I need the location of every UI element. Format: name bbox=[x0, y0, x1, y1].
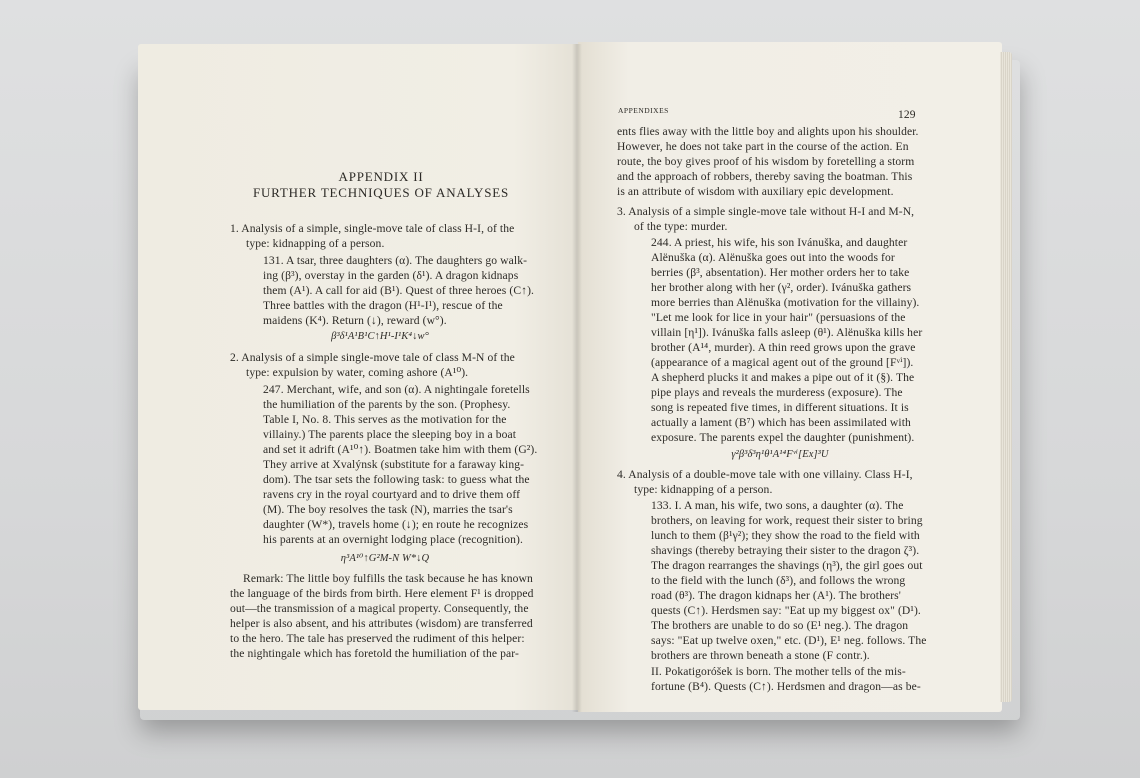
text-line: pipe plays and reveals the murderess (exposure). The bbox=[651, 386, 903, 399]
text-line: daughter (W*), travels home (↓); en route he recognizes bbox=[263, 518, 529, 531]
text-line: type: kidnapping of a person. bbox=[634, 483, 773, 496]
text-line: 247. Merchant, wife, and son (α). A nightingale foretells bbox=[263, 383, 530, 396]
text-line: 131. A tsar, three daughters (α). The daughters go walk- bbox=[263, 254, 528, 267]
text-line: However, he does not take part in the course of the action. En bbox=[617, 140, 909, 153]
text-line: villain [η¹]). Ivánuška falls asleep (θ¹). Alënuška kills her bbox=[651, 326, 923, 339]
text-line: ing (β³), overstay in the garden (δ¹). A dragon kidnaps bbox=[263, 269, 519, 282]
text-line: Table I, No. 8. This serves as the motivation for the bbox=[263, 413, 507, 426]
text-line: ravens cry in the royal courtyard and to drive them off bbox=[263, 488, 521, 501]
text-line: fortune (B⁴). Quests (C↑). Herdsmen and dragon—as be- bbox=[651, 680, 921, 693]
text-line: out—the transmission of a magical property. Consequently, the bbox=[230, 602, 529, 615]
text-line: to the hero. The tale has preserved the rudiment of this helper: bbox=[230, 632, 525, 645]
remark-line: Remark: The little boy fulfills the task because he has known bbox=[243, 572, 533, 585]
text-line: quests (C↑). Herdsmen say: "Eat up my biggest ox" (D¹). bbox=[651, 604, 921, 617]
text-line: ents flies away with the little boy and alights upon his shoulder. bbox=[617, 125, 919, 138]
text-line: Three battles with the dragon (H¹-I¹), rescue of the bbox=[263, 299, 503, 312]
page-edges bbox=[1000, 52, 1012, 702]
text-line: (appearance of a magical agent out of the ground [Fᵛⁱ]). bbox=[651, 356, 914, 369]
formula: η³A¹⁰↑G²M-N W*↓Q bbox=[340, 553, 430, 564]
text-line: type: expulsion by water, coming ashore (A¹⁰). bbox=[246, 366, 469, 379]
section-heading: 4. Analysis of a double-move tale with one villainy. Class H-I, bbox=[617, 468, 913, 481]
appendix-title: APPENDIX II bbox=[338, 169, 424, 184]
appendix-subtitle: FURTHER TECHNIQUES OF ANALYSES bbox=[252, 185, 510, 200]
text-line: of the type: murder. bbox=[634, 220, 728, 233]
section-heading: 1. Analysis of a simple, single-move tale of class H-I, of the bbox=[230, 222, 515, 235]
text-line: They arrive at Xvalýnsk (substitute for a faraway king- bbox=[263, 458, 525, 471]
text-line: route, the boy gives proof of his wisdom by foretelling a storm bbox=[617, 155, 915, 168]
text-line: brothers, on leaving for work, request their sister to bring bbox=[651, 514, 923, 527]
text-line: 133. I. A man, his wife, two sons, a daughter (α). The bbox=[651, 499, 904, 512]
text-line: road (θ³). The dragon kidnaps her (A¹). The brothers' bbox=[651, 589, 901, 602]
text-line: more berries than Alënuška (motivation for the villainy). bbox=[651, 296, 920, 309]
text-line: the language of the birds from birth. Here element F¹ is dropped bbox=[230, 587, 534, 600]
book-spine bbox=[572, 44, 582, 712]
running-head: APPENDIXES bbox=[618, 106, 669, 115]
text-line: Alënuška (α). Alënuška goes out into the woods for bbox=[651, 251, 895, 264]
text-line: to the field with the lunch (δ³), and follows the wrong bbox=[651, 574, 906, 587]
section-heading: 2. Analysis of a simple single-move tale of class M-N of the bbox=[230, 351, 515, 364]
text-line: the nightingale which has foretold the humiliation of the par- bbox=[230, 647, 519, 660]
text-line: dom). The tsar sets the following task: to guess what the bbox=[263, 473, 530, 486]
text-line: song is repeated five times, in different situations. It is bbox=[651, 401, 909, 414]
text-line: his parents at an overnight lodging place (recognition). bbox=[263, 533, 523, 546]
text-line: and set it adrift (A¹⁰↑). Boatmen take him with them (G²). bbox=[263, 443, 538, 456]
text-line: (M). The boy resolves the task (N), marries the tsar's bbox=[263, 503, 513, 516]
text-line: "Let me look for lice in your hair" (persuasions of the bbox=[651, 311, 906, 324]
text-line: the humiliation of the parents by the son. (Prophesy. bbox=[263, 398, 511, 411]
text-line: exposure. The parents expel the daughter (punishment). bbox=[651, 431, 915, 444]
text-line: 244. A priest, his wife, his son Ivánuška, and daughter bbox=[651, 236, 908, 249]
text-line: The brothers are unable to do so (E¹ neg.). The dragon bbox=[651, 619, 909, 632]
text-line: brothers are thrown beneath a stone (F contr.). bbox=[651, 649, 870, 662]
text-line: her brother along with her (γ², order). Ivánuška gathers bbox=[651, 281, 912, 294]
text-line: type: kidnapping of a person. bbox=[246, 237, 385, 250]
page-number: 129 bbox=[898, 109, 916, 121]
text-line: A shepherd plucks it and makes a pipe out of it (§). The bbox=[651, 371, 915, 384]
text-line: them (A¹). A call for aid (B¹). Quest of three heroes (C↑). bbox=[263, 284, 535, 297]
text-line: lunch to them (β¹γ²); they show the road to the field with bbox=[651, 529, 920, 542]
text-line: II. Pokatigoróšek is born. The mother tells of the mis- bbox=[651, 665, 906, 678]
text-line: and the approach of robbers, thereby saving the boatman. This bbox=[617, 170, 913, 183]
text-line: berries (β³, absentation). Her mother orders her to take bbox=[651, 266, 910, 279]
section-heading: 3. Analysis of a simple single-move tale without H-I and M-N, bbox=[617, 205, 915, 218]
text-line: villainy.) The parents place the sleeping boy in a boat bbox=[263, 428, 517, 441]
text-line: maidens (K⁴). Return (↓), reward (w°). bbox=[263, 314, 447, 327]
text-line: says: "Eat up twelve oxen," etc. (D¹), E¹ neg. follows. The bbox=[651, 634, 927, 647]
formula: γ²β³δ³η¹θ¹A¹⁴Fᵛⁱ[Ex]³U bbox=[731, 449, 829, 460]
text-line: brother (A¹⁴, murder). A thin reed grows upon the grave bbox=[651, 341, 916, 354]
text-line: helper is also absent, and his attributes (wisdom) are transferred bbox=[230, 617, 533, 630]
text-line: actually a lament (B⁷) which has been assimilated with bbox=[651, 416, 911, 429]
text-line: The dragon rearranges the shavings (η³), the girl goes out bbox=[651, 559, 923, 572]
text-line: is an attribute of wisdom with auxiliary epic development. bbox=[617, 185, 894, 198]
text-line: shavings (thereby betraying their sister to the dragon ζ³). bbox=[651, 544, 920, 557]
formula: β³δ¹A¹B¹C↑H¹-I¹K⁴↓w° bbox=[331, 331, 429, 342]
